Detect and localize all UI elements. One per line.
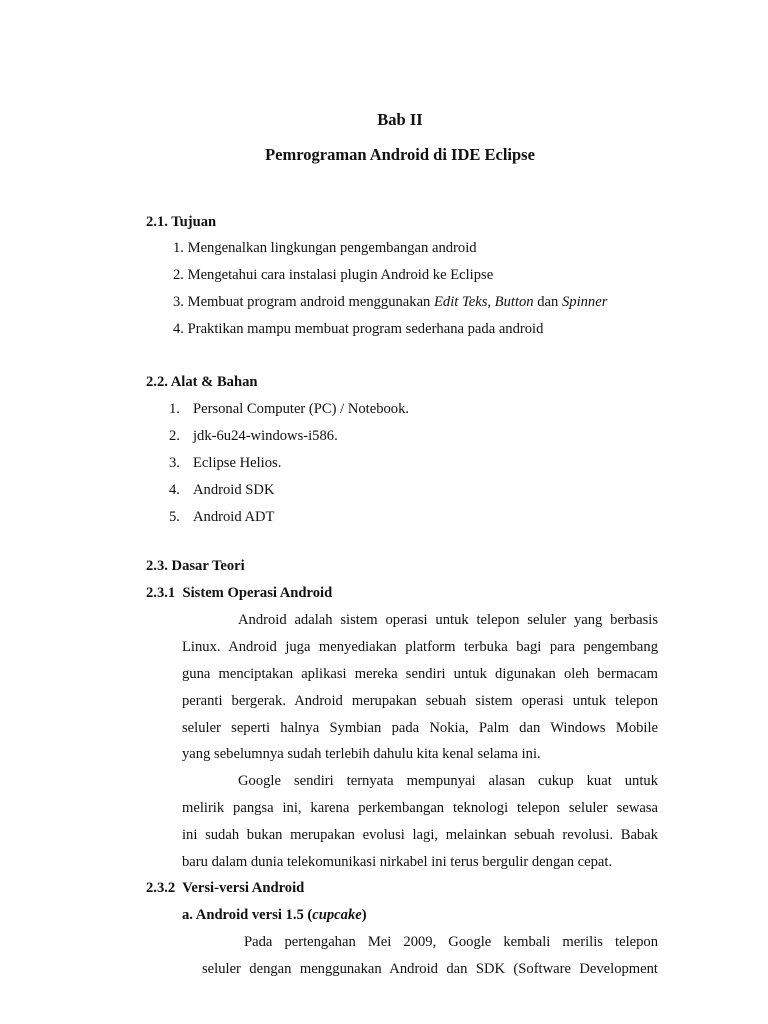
paragraph-line: Google sendiri ternyata mempunyai alasan cukup kuat untuk	[238, 773, 658, 789]
list-item: Eclipse Helios.	[193, 455, 282, 471]
subsection-heading-sistem-operasi: 2.3.1 Sistem Operasi Android	[146, 585, 333, 601]
list-item: Android ADT	[193, 509, 275, 525]
paragraph-line: Linux. Android juga menyediakan platform terbuka bagi para pengembang	[182, 639, 658, 655]
item-heading-cupcake	[182, 906, 367, 924]
list-item-italic: Spinner	[561, 294, 608, 310]
list-item: 1. Mengenalkan lingkungan pengembangan android	[173, 240, 477, 256]
subsection-heading-versi: 2.3.2 Versi-versi Android	[146, 880, 305, 896]
paragraph-line: guna menciptakan aplikasi mereka sendiri untuk digunakan oleh bermacam	[182, 666, 658, 682]
list-item-number: 1.	[169, 401, 180, 417]
list-item: Personal Computer (PC) / Notebook.	[193, 401, 410, 417]
list-item-number: 4.	[169, 482, 180, 498]
list-item-number: 3.	[169, 455, 180, 471]
list-item: jdk-6u24-windows-i586.	[193, 428, 338, 444]
list-item-text: dan	[533, 294, 562, 310]
section-heading-dasar-teori: 2.3. Dasar Teori	[146, 558, 245, 574]
list-item-number: 5.	[169, 509, 180, 525]
list-item-number: 2.	[169, 428, 180, 444]
item-heading-codename: cupcake	[312, 907, 362, 923]
list-item-italic: Edit Teks, Button	[434, 294, 534, 310]
paragraph-line: seluler seperti halnya Symbian pada Nokia, Palm dan Windows Mobile	[182, 720, 658, 736]
section-heading-tujuan: 2.1. Tujuan	[146, 214, 217, 230]
list-item: 4. Praktikan mampu membuat program sederhana pada android	[173, 321, 544, 337]
list-item	[173, 293, 607, 311]
item-heading-text: )	[361, 907, 367, 923]
section-heading-alat: 2.2. Alat & Bahan	[146, 374, 258, 390]
chapter-subtitle: Pemrograman Android di IDE Eclipse	[265, 145, 535, 164]
paragraph-line: peranti bergerak. Android merupakan sebuah sistem operasi untuk telepon	[182, 693, 658, 709]
paragraph-line: Android adalah sistem operasi untuk telepon seluler yang berbasis	[238, 612, 658, 628]
paragraph-line: Pada pertengahan Mei 2009, Google kembali merilis telepon	[244, 934, 658, 950]
paragraph-line: melirik pangsa ini, karena perkembangan teknologi telepon seluler sewasa	[182, 800, 658, 816]
list-item: Android SDK	[193, 482, 275, 498]
item-heading-text: a. Android versi 1.5 (	[182, 907, 313, 923]
list-item-text: 3. Membuat program android menggunakan	[173, 294, 434, 310]
paragraph-line: seluler dengan menggunakan Android dan SDK (Software Development	[202, 961, 658, 977]
paragraph-line: baru dalam dunia telekomunikasi nirkabel ini terus bergulir dengan cepat.	[182, 854, 613, 870]
paragraph-line: ini sudah bukan merupakan evolusi lagi, melainkan sebuah revolusi. Babak	[182, 827, 658, 843]
paragraph-line: yang sebelumnya sudah terlebih dahulu kita kenal selama ini.	[182, 746, 541, 762]
list-item: 2. Mengetahui cara instalasi plugin Android ke Eclipse	[173, 267, 494, 283]
chapter-title: Bab II	[377, 110, 423, 129]
